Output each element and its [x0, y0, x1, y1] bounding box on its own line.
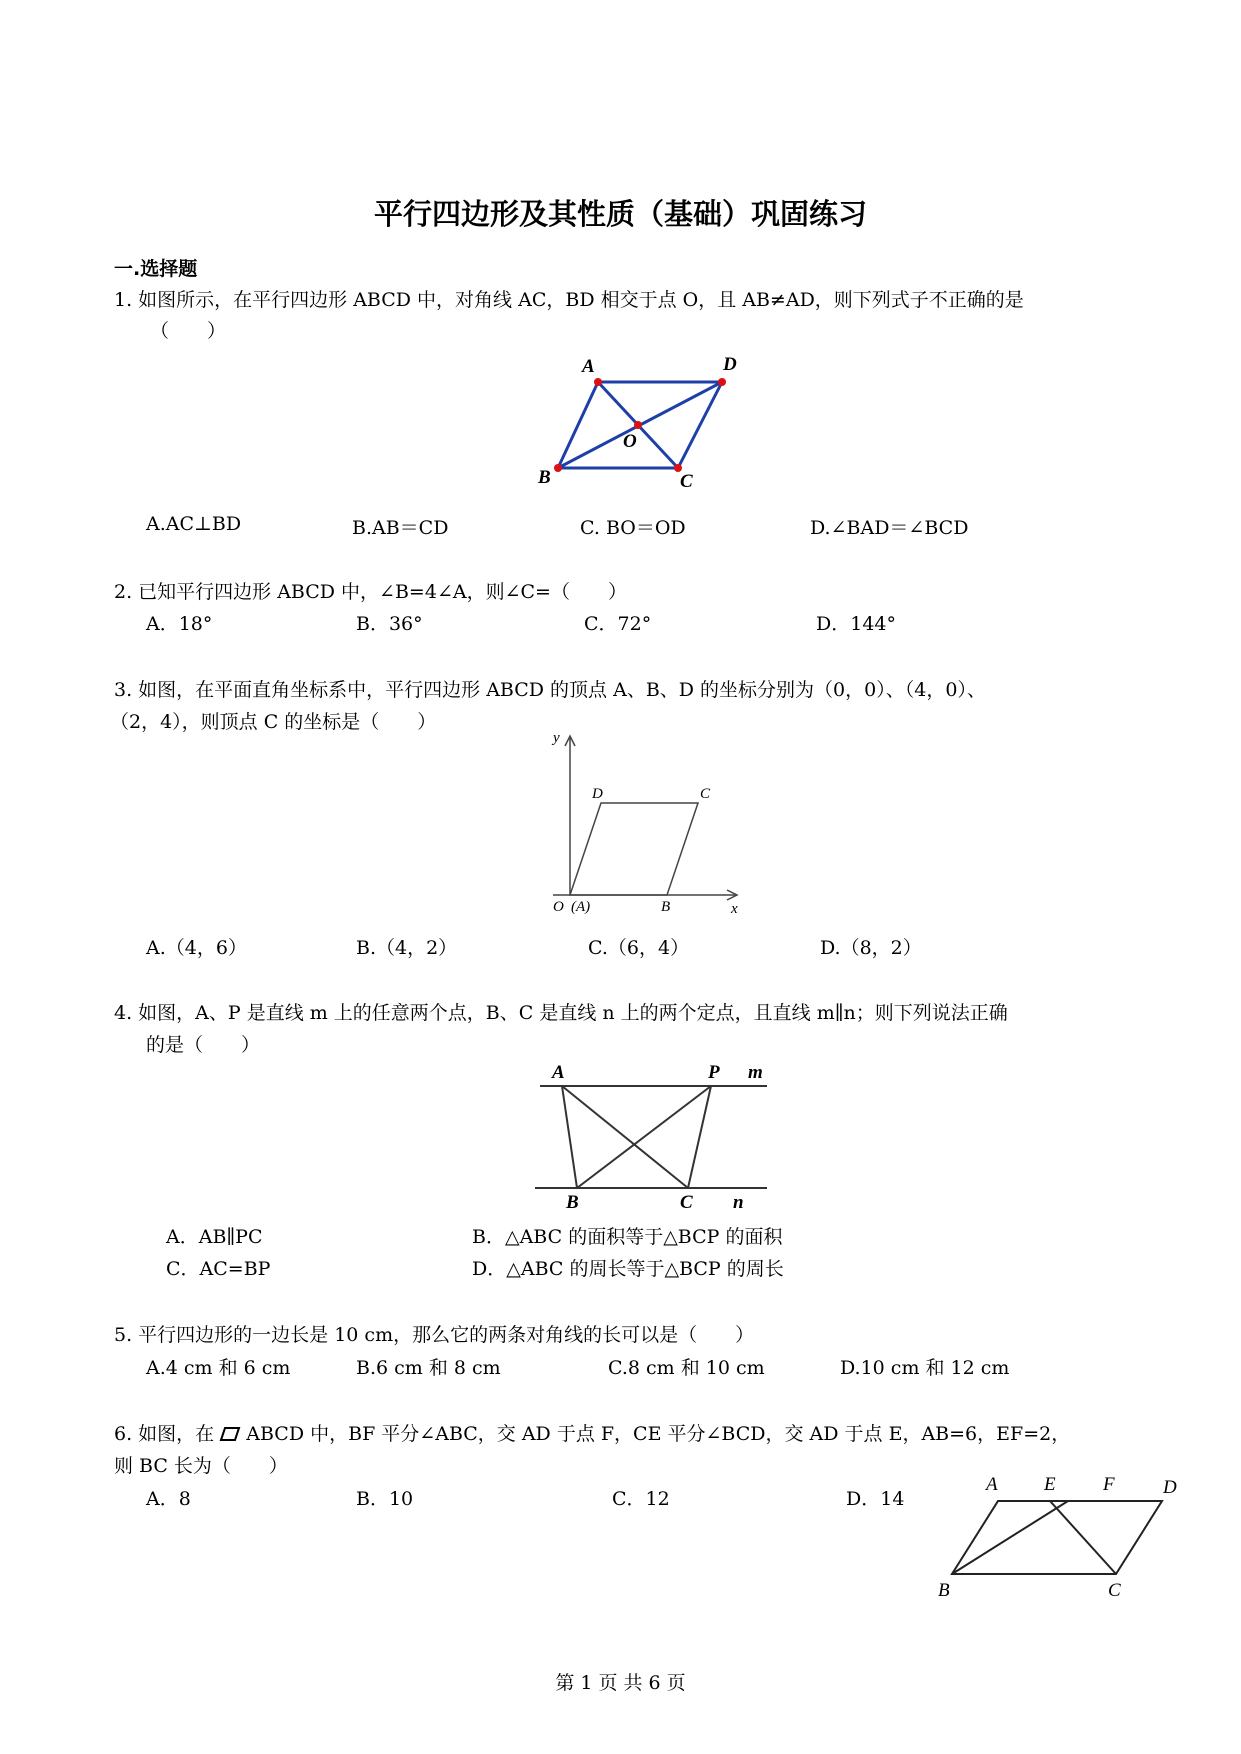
q3-label-o: O: [553, 899, 564, 915]
q4-option-d: D．△ABC 的周长等于△BCP 的周长: [472, 1258, 784, 1280]
parallelogram-icon: [220, 1427, 240, 1441]
q1-figure: [530, 350, 750, 500]
q3-option-c: C.（6，4）: [588, 937, 690, 959]
q1-option-a: A.AC⊥BD: [146, 513, 242, 535]
q3-option-b: B.（4，2）: [356, 937, 458, 959]
q4-label-b: B: [566, 1192, 579, 1213]
q1-label-o: O: [623, 431, 637, 452]
q3-label-x: x: [731, 901, 738, 917]
q5-option-d: D.10 cm 和 12 cm: [840, 1357, 1010, 1379]
q6-option-b: B．10: [356, 1488, 414, 1510]
q6-stem-line2: 则 BC 长为（ ）: [114, 1455, 288, 1477]
q6-option-a: A．8: [146, 1488, 191, 1510]
q4-figure: [530, 1060, 780, 1215]
q4-label-p: P: [708, 1062, 720, 1083]
q6-option-d: D．14: [846, 1488, 905, 1510]
q4-stem-line2: 的是（ ）: [146, 1034, 261, 1056]
q4-option-c: C．AC=BP: [166, 1258, 271, 1280]
q5-stem: 5. 平行四边形的一边长是 10 cm，那么它的两条对角线的长可以是（ ）: [114, 1324, 755, 1346]
q4-label-n: n: [733, 1192, 744, 1213]
q3-label-y: y: [553, 730, 560, 746]
q6-label-f: F: [1103, 1474, 1115, 1495]
q4-stem: 4. 如图，A、P 是直线 m 上的任意两个点，B、C 是直线 n 上的两个定点，且直线 m∥n；则下列说法正确: [114, 1002, 1008, 1024]
q1-label-c: C: [680, 471, 693, 492]
q3-stem: 3. 如图，在平面直角坐标系中，平行四边形 ABCD 的顶点 A、B、D 的坐标分别为（0，0）、（4，0）、: [114, 679, 986, 701]
q1-stem-bracket: （ ）: [150, 320, 227, 342]
q3-label-c: C: [700, 786, 711, 802]
q6-stem-rest: ABCD 中，BF 平分∠ABC，交 AD 于点 F，CE 平分∠BCD，交 AD 于点 E，AB=6，EF=2，: [246, 1423, 1071, 1445]
q5-option-c: C.8 cm 和 10 cm: [608, 1357, 765, 1379]
q4-label-m: m: [748, 1062, 763, 1083]
q6-label-d: D: [1163, 1477, 1177, 1498]
q4-label-c: C: [680, 1192, 693, 1213]
page-title: 平行四边形及其性质（基础）巩固练习: [373, 197, 867, 231]
q4-option-a: A．AB∥PC: [166, 1226, 263, 1248]
q5-option-a: A.4 cm 和 6 cm: [146, 1357, 291, 1379]
q3-stem-line2: （2，4），则顶点 C 的坐标是（ ）: [110, 711, 437, 733]
q1-label-b: B: [538, 467, 551, 488]
q1-stem: 1. 如图所示，在平行四边形 ABCD 中，对角线 AC，BD 相交于点 O，且 AB≠AD，则下列式子不正确的是: [114, 289, 1024, 311]
q2-option-b: B．36°: [356, 613, 423, 635]
q2-option-d: D．144°: [816, 613, 896, 635]
q3-label-b: B: [661, 899, 671, 915]
q3-option-d: D.（8，2）: [820, 937, 922, 959]
q3-figure: [545, 730, 750, 920]
q5-option-b: B.6 cm 和 8 cm: [356, 1357, 501, 1379]
q6-stem: [114, 1419, 1070, 1446]
q6-label-b: B: [938, 1580, 950, 1601]
page-footer: 第 1 页 共 6 页: [555, 1672, 686, 1694]
q3-label-a: (A): [571, 899, 591, 915]
q4-label-a: A: [552, 1062, 565, 1083]
q2-stem: 2. 已知平行四边形 ABCD 中，∠B=4∠A，则∠C=（ ）: [114, 581, 627, 603]
q6-label-a: A: [986, 1474, 998, 1495]
q6-option-c: C．12: [612, 1488, 670, 1510]
q3-option-a: A.（4，6）: [146, 937, 247, 959]
q1-option-d: D.∠BAD＝∠BCD: [810, 517, 969, 539]
q6-figure: [930, 1465, 1190, 1615]
q2-option-c: C．72°: [584, 613, 652, 635]
q3-label-d: D: [592, 786, 603, 802]
q2-option-a: A．18°: [146, 613, 213, 635]
q1-option-b: B.AB＝CD: [352, 517, 449, 539]
q4-option-b: B．△ABC 的面积等于△BCP 的面积: [472, 1226, 783, 1248]
q1-label-d: D: [723, 354, 737, 375]
q1-label-a: A: [582, 356, 595, 377]
section-heading: 一.选择题: [114, 258, 198, 280]
q1-option-c: C. BO＝OD: [580, 517, 686, 539]
q6-label-e: E: [1044, 1474, 1056, 1495]
q6-stem-prefix: 6. 如图，在: [114, 1423, 215, 1445]
q6-label-c: C: [1108, 1580, 1121, 1601]
